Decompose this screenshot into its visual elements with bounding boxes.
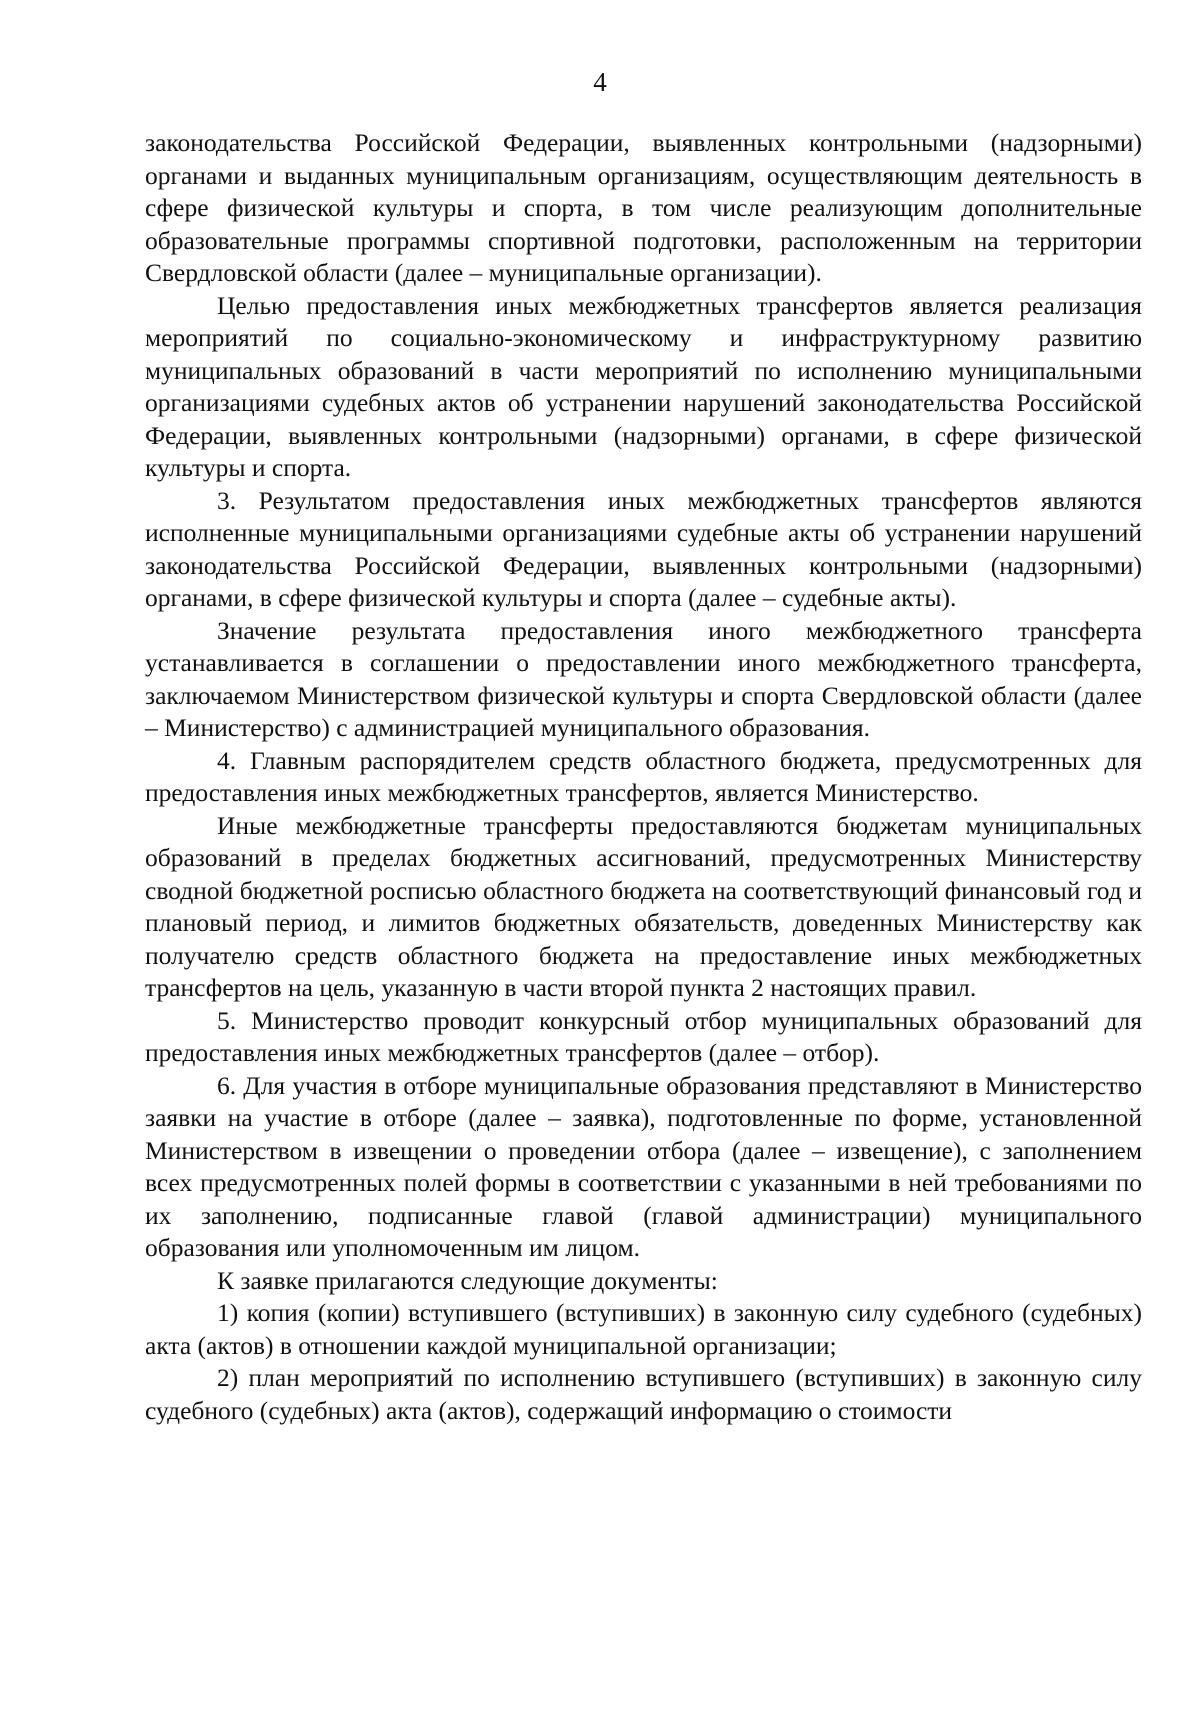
page-number: 4	[593, 67, 607, 97]
paragraph-item-6: 6. Для участия в отборе муниципальные образования представляют в Министерство заявки на участие в отборе (далее – заявка), подготовленные по форме, установленной Министерством в извещении о проведении отбора (далее – извещение), с заполнением всех предусмотренных полей формы в соответствии с указанными в ней требованиями по их заполнению, подписанные главой (главой администрации) муниципального образования или уполномоченным им лицом.	[145, 1070, 1142, 1262]
paragraph-documents-intro: К заявке прилагаются следующие документы:	[217, 1265, 718, 1295]
paragraph-subitem-2: 2) план мероприятий по исполнению вступившего (вступивших) в законную силу судебного (судебных) акта (актов), содержащий информацию о стоимости	[145, 1363, 1142, 1425]
paragraph-transfers-provision: Иные межбюджетные трансферты предоставляются бюджетам муниципальных образований в пределах бюджетных ассигнований, предусмотренных Министерству сводной бюджетной росписью областного бюджета на соответствующий финансовый год и плановый период, и лимитов бюджетных обязательств, доведенных Министерству как получателю средств областного бюджета на предоставление иных межбюджетных трансфертов на цель, указанную в части второй пункта 2 настоящих правил.	[145, 810, 1142, 1002]
paragraph-result-value: Значение результата предоставления иного межбюджетного трансферта устанавливается в соглашении о предоставлении иного межбюджетного трансферта, заключаемом Министерством физической культуры и спорта Свердловской области (далее – Министерство) с администрацией муниципального образования.	[145, 615, 1142, 742]
paragraph-item-3: 3. Результатом предоставления иных межбюджетных трансфертов являются исполненные муниципальными организациями судебные акты об устранении нарушений законодательства Российской Федерации, выявленных контрольными (надзорными) органами, в сфере физической культуры и спорта (далее – судебные акты).	[145, 485, 1142, 612]
document-body	[145, 127, 1142, 1427]
paragraph-item-4: 4. Главным распорядителем средств областного бюджета, предусмотренных для предоставления иных межбюджетных трансфертов, является Министерство.	[145, 745, 1142, 807]
paragraph-continuation: законодательства Российской Федерации, выявленных контрольными (надзорными) органами и выданных муниципальным организациям, осуществляющим деятельность в сфере физической культуры и спорта, в том числе реализующим дополнительные образовательные программы спортивной подготовки, расположенным на территории Свердловской области (далее – муниципальные организации).	[145, 128, 1142, 287]
paragraph-item-5: 5. Министерство проводит конкурсный отбор муниципальных образований для предоставления иных межбюджетных трансфертов (далее – отбор).	[145, 1005, 1142, 1067]
paragraph-goal: Целью предоставления иных межбюджетных трансфертов является реализация мероприятий по социально-экономическому и инфраструктурному развитию муниципальных образований в части мероприятий по исполнению муниципальными организациями судебных актов об устранении нарушений законодательства Российской Федерации, выявленных контрольными (надзорными) органами, в сфере физической культуры и спорта.	[145, 290, 1142, 482]
paragraph-subitem-1: 1) копия (копии) вступившего (вступивших) в законную силу судебного (судебных) акта (актов) в отношении каждой муниципальной организации;	[145, 1298, 1142, 1360]
